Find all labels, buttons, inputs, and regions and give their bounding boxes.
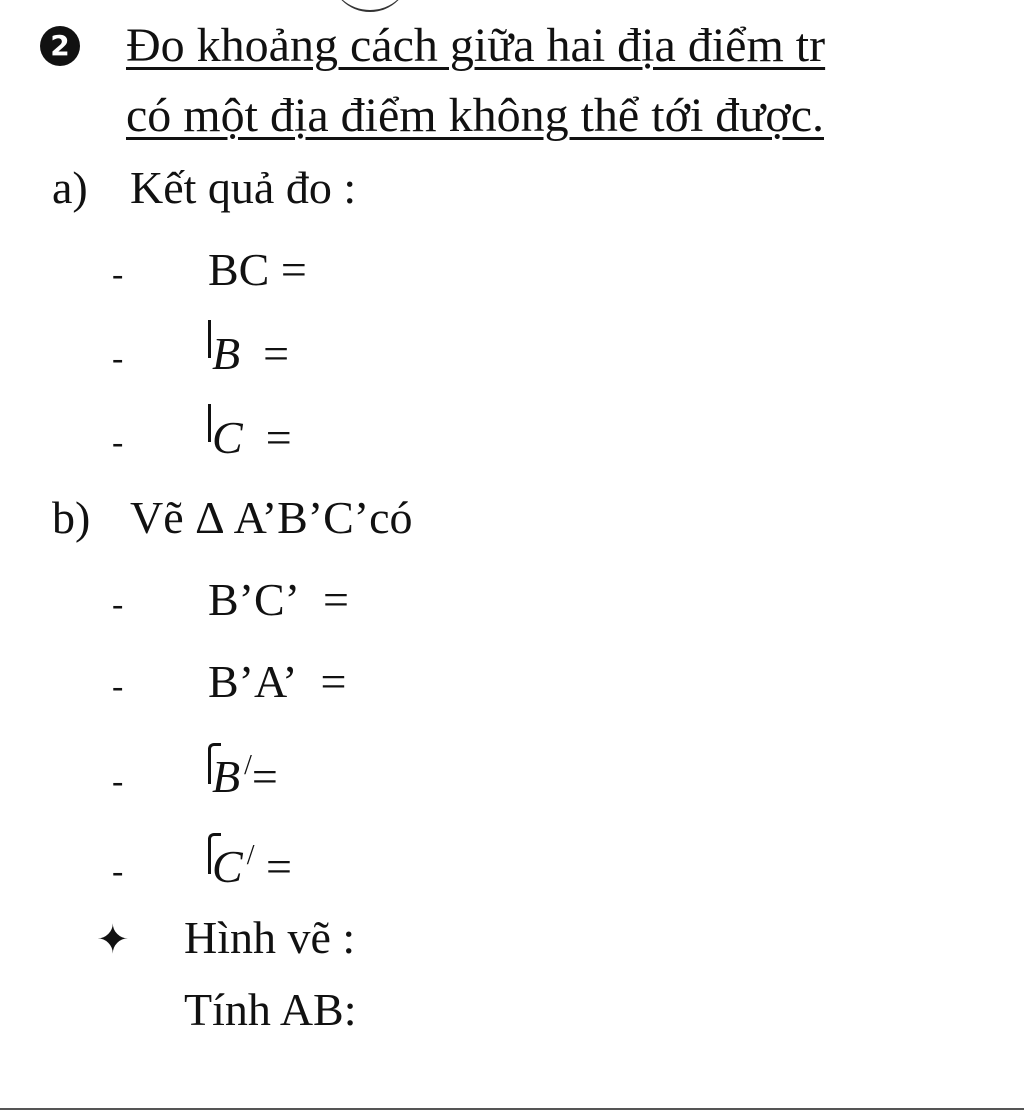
item-equals: = (251, 751, 278, 802)
item-equals: = (320, 656, 347, 707)
angle-mark-icon (208, 404, 221, 442)
item-equals: = (265, 412, 292, 463)
part-a-item-angle-c (112, 410, 292, 471)
part-a-title: Kết quả đo : (130, 162, 357, 213)
item-term: B’A’ (208, 656, 298, 707)
item-dash: - (112, 668, 124, 705)
drawing-label: Hình vẽ : (184, 912, 356, 963)
item-dash: - (112, 763, 124, 800)
prime-mark: / (246, 840, 255, 871)
angle-c-symbol (208, 410, 243, 466)
item-dash: - (112, 340, 124, 377)
item-dash: - (112, 424, 124, 461)
part-b-label (52, 490, 413, 546)
angle-mark-icon (208, 743, 221, 784)
part-b-item-angle-c (112, 828, 292, 900)
item-equals: = (263, 328, 290, 379)
compute-row (184, 982, 357, 1038)
part-b-title: Vẽ Δ A’B’C’có (130, 492, 413, 543)
item-equals: = (323, 574, 349, 625)
part-b-item-ba (112, 654, 346, 715)
angle-mark-icon (208, 833, 221, 874)
part-a-item-angle-b (112, 326, 289, 387)
decorative-arc (330, 0, 410, 12)
prime-mark: / (244, 750, 252, 781)
part-a-label (52, 160, 356, 216)
drawing-row (96, 910, 355, 968)
four-point-star-icon: ✦ (96, 917, 130, 963)
part-a-item-bc (112, 242, 307, 303)
part-b-item-bc (112, 572, 349, 633)
part-a-marker: a) (52, 162, 88, 213)
item-equals: = (280, 244, 307, 295)
heading-line-1: Đo khoảng cách giữa hai địa điểm tr (126, 19, 826, 72)
item-equals: = (265, 841, 292, 892)
angle-mark-icon (208, 320, 221, 358)
angle-letter: C (212, 412, 243, 463)
compute-label: Tính AB: (184, 984, 357, 1035)
angle-b-prime-symbol (208, 749, 240, 805)
part-b-item-angle-b (112, 738, 278, 810)
item-term: B’C’ (208, 574, 300, 625)
item-dash: - (112, 256, 124, 293)
part-b-marker: b) (52, 492, 91, 543)
angle-letter: B (212, 751, 241, 802)
angle-b-symbol (208, 326, 240, 382)
angle-c-prime-symbol (208, 839, 243, 895)
item-term: BC (208, 244, 270, 295)
item-dash: - (112, 853, 124, 890)
angle-letter: B (212, 328, 241, 379)
item-dash: - (112, 586, 124, 623)
angle-letter: C (212, 841, 243, 892)
heading-line-2: có một địa điểm không thể tới được. (126, 89, 824, 142)
bottom-divider (0, 1108, 1024, 1110)
exercise-number-badge: 2 (40, 26, 80, 66)
